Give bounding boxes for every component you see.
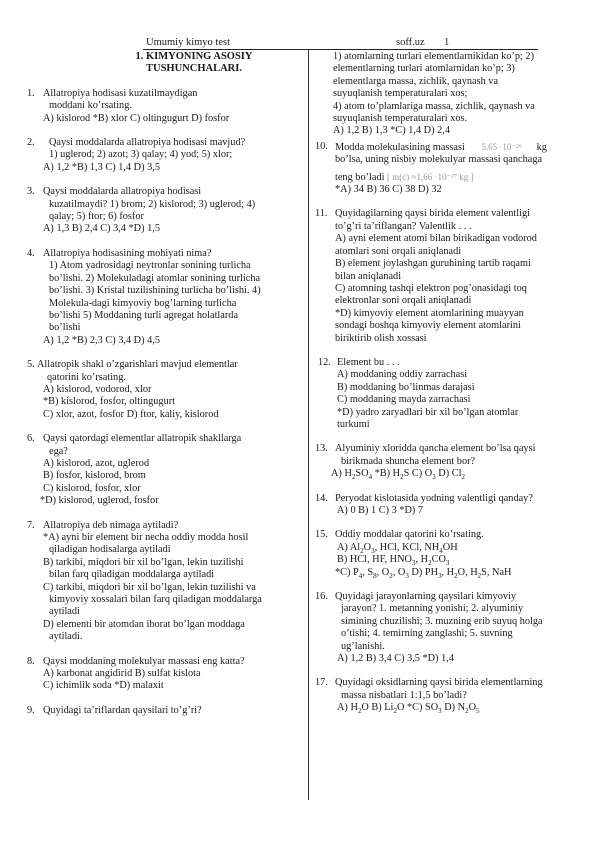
question-6: 6. Qaysi qatordagi elementlar allatropik shakllarga ega? A) kislorod, azot, uglerod B) fosfor, kislorod, brom C) kislorod, fosfor, xlor *D) kislorod, uglerod, fosfor [27,433,242,507]
question-12: 12. Element bu . . . A) moddaning oddiy zarrachasi B) moddaning bo’linmas darajasi C) moddaning mayda zarrachasi *D) yadro zaryadlari bir xil bo’lgan atomlar turkumi [318,356,519,430]
answer-options: A) 1,2 *B) 1,3 C) 1,4 D) 3,5 [43,161,160,173]
reference-formula: [ m(c) ≈1,66 ·10⁻²⁷ kg ] [387,171,474,182]
answer-options: A) $Al_2O_3$, HCl, KCl, $NH_4OH$ [337,541,458,555]
question-3: 3. Qaysi moddalarda allatropiya hodisasi kuzatilmaydi? 1) brom; 2) kislorod; 3) uglerod; 4) qalay; 5) ftor; 6) fosfor A) 1,3 B) 2,4 C) 3,4 *D) 1,5 [27,186,303,236]
question-2: 2. Qaysi moddalarda allatropiya hodisasi mavjud? 1) uglerod; 2) azot; 3) qalay; 4) yod; 5) xlor; A) 1,2 *B) 1,3 C) 1,4 D) 3,5 [27,137,303,174]
header-site: soff.uz [396,37,425,48]
answer-options: A) 1,3 B) 2,4 C) 3,4 *D) 1,5 [43,223,160,235]
question-1: 1. Allatropiya hodisasi kuzatilmaydigan moddani ko’rsating. A) kislorod *B) xlor C) oltingugurt D) fosfor [27,88,303,125]
question-9: 9. Quyidagi ta’riflardan qaysilari to’g’ri? [27,704,202,716]
left-column [27,51,303,717]
question-4: 4. Allatropiya hodisasining mohiyati nima? 1) Atom yadrosidagi neytronlar sonining turlicha bo’lishi. 2) Molekuladagi atomlar sonining turlicha bo’lishi. 3) Kristal tuzilishining turlicha bo’lishi. 4) Molekula-dagi kimyoviy bog’larning turlicha bo’lishi 5) Moddaning turli agregat holatlarda bo’lishi A) 1,2 *B) 2,3 C) 3,4 D) 4,5 [27,248,303,347]
section-title: 1. KIMYONING ASOSIY TUSHUNCHALARI. [135,51,253,75]
mass-formula: 5.65 ·10⁻²⁶ [481,141,523,152]
answer-options: A) $H_2SO_4$ *B) $H_2S$ C) $O_3$ D) $Cl_2$ [331,468,465,482]
question-17: 17. Quyidagi oksidlarning qaysi birida elementlarning massa nisbatlari 1:1,5 bo’ladi? A) $H_2O$ B) $Li_2O$ *C) $SO_3$ D) $N_2O_5$ [315,677,573,714]
question-14: 14. Peryodat kislotasida yodning valentligi qanday? A) 0 B) 1 C) 3 *D) 7 [315,493,573,518]
question-11: 11. Quyidagilarning qaysi birida element valentligi to’g’ri ta’riflangan? Valentlik . . . A) ayni element atomi bilan birikadigan vodorod atomlari soni orqali aniqlanadi B) element joylashgan guruhining tartib raqami bilan aniqlanadi C) atomning tashqi elektron pog’onasidagi toq elektronlar soni orqali aniqlanadi *D) kimyoviy element atomlarining muayyan sondagi boshqa kimyoviy element atomlarini biriktirib olish xossasi [315,208,537,344]
page-header [143,37,538,50]
question-7: 7. Allatropiya deb nimaga aytiladi? *A) ayni bir element bir necha oddiy modda hosil qiladigan hodisalarga aytiladi B) tarkibi, miqdori bir xil bo’lgan, lekin tuzilishi bilan farq qiladigan moddalarga aytiladi C) tarkibi, miqdori bir xil bo’lgan, lekin tuzilishi va kimyoviy xossalari bilan farq qiladigan moddalarga aytiladi D) elementi bir atomdan iborat bo’lgan moddaga aytiladi. [27,519,262,643]
answer-options: A) 0 B) 1 C) 3 *D) 7 [337,505,424,516]
right-column [315,51,573,715]
answer-options: A) 1,2 B) 3,4 C) 3,5 *D) 1,4 [337,653,454,665]
question-5: 5. Allatropik shakl o’zgarishlari mavjud elementlar qatorini ko’rsating. A) kislorod, vodorod, xlor *B) kislorod, fosfor, oltingugurt C) xlor, azot, fosfor D) ftor, kaliy, kislorod [27,359,238,420]
answer-options: *A) 34 B) 36 C) 38 D) 32 [335,184,442,196]
question-16: 16. Quyidagi jarayonlarning qaysilari kimyoviy jarayon? 1. metanning yonishi; 2. alyuminiy simining chuzilishi; 3. muzning erib suyuq holga o’tishi; 4. temirning zanglashi; 5. suvning ug’lanishi. A) 1,2 B) 3,4 C) 3,5 *D) 1,4 [315,591,573,665]
answer-options: A) 1,2 B) 1,3 *C) 1,4 D) 2,4 [333,125,450,137]
answer-options: A) $H_2O$ B) $Li_2O$ *C) $SO_3$ D) $N_2O_5$ [337,702,480,716]
question-15: 15. Oddiy moddalar qatorini ko’rsating. A) $Al_2O_3$, HCl, KCl, $NH_4OH$ B) HCl, HF, $HNO_3$, $H_2CO_3$ *C) $P_4$, $S_8$, $O_2$, $O_3$ D) $PH_3$, $H_2O$, $H_2S$, NaH [315,529,573,579]
answer-options: A) 1,2 *B) 2,3 C) 3,4 D) 4,5 [43,334,160,346]
question-8: 8. Qaysi moddaning molekulyar massasi eng katta? A) karbonat angidirid B) sulfat kislota C) ichimlik soda *D) malaxit [27,655,245,692]
question-9-continuation: 1) atomlarning turlari elementlarnikidan ko’p; 2) elementlarning turlari atomlarnidan ko’p; 3) elementlarga massa, zichlik, qaynash va suyuqlanish temperaturalari xos; 4) atom to’plamlariga massa, zichlik, qaynash va suyuqlanish temperaturalari xos. A) 1,2 B) 1,3 *C) 1,4 D) 2,4 [315,51,573,138]
column-divider [308,50,309,800]
header-title: Umumiy kimyo test [146,37,230,48]
answer-options: A) kislorod *B) xlor C) oltingugurt D) fosfor [43,112,230,124]
question-10: 10. Modda molekulasining massasi 5.65 ·10⁻²⁶ kg bo’lsa, uning nisbiy molekulyar massasi qanchaga teng bo’ladi [ m(c) ≈1,66 ·10⁻²⁷ kg ] *A) 34 B) 36 C) 38 D) 32 [315,141,573,197]
header-page-number: 1 [444,37,450,48]
question-13: 13. Alyuminiy xloridda qancha element bo’lsa qaysi birikmada shuncha element bor? A) $H_2SO_4$ *B) $H_2S$ C) $O_3$ D) $Cl_2$ [315,443,573,480]
